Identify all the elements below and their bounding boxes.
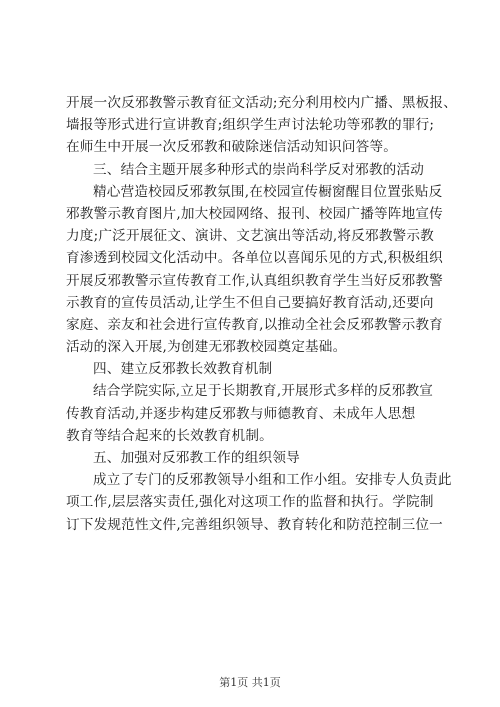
text-line: 开展反邪教警示宣传教育工作,认真组织教育学生当好反邪教警 — [66, 272, 443, 289]
page-footer: 第1页 共1页 — [219, 676, 281, 689]
text-line: 家庭、亲友和社会进行宣传教育,以推动全社会反邪教警示教育 — [66, 316, 443, 333]
text-line: 力度;广泛开展征文、演讲、文艺演出等活动,将反邪教警示教 — [66, 228, 434, 245]
body-text — [66, 92, 458, 536]
text-line: 邪教警示教育图片,加大校园网络、报刊、校园广播等阵地宣传 — [66, 205, 443, 222]
text-line: 精心营造校园反邪教氛围,在校园宣传橱窗醒目位置张贴反 — [93, 183, 443, 200]
section-heading: 三、结合主题开展多种形式的崇尚科学反对邪教的活动 — [93, 161, 425, 178]
text-line: 开展一次反邪教警示教育征文活动;充分利用校内广播、黑板报、 — [66, 95, 458, 111]
text-line: 活动的深入开展,为创建无邪教校园奠定基础。 — [66, 339, 347, 356]
section-heading: 五、加强对反邪教工作的组织领导 — [93, 450, 300, 466]
text-line: 订下发规范性文件,完善组织领导、教育转化和防范控制三位一 — [66, 516, 443, 533]
section-heading: 四、建立反邪教长效教育机制 — [93, 361, 273, 378]
text-line: 示教育的宣传员活动,让学生不但自己要搞好教育活动,还要向 — [66, 294, 434, 311]
text-line: 墙报等形式进行宣讲教育;组织学生声讨法轮功等邪教的罪行; — [66, 117, 435, 134]
text-line: 教育等结合起来的长效教育机制。 — [66, 427, 273, 444]
text-line: 传教育活动,并逐步构建反邪教与师德教育、未成年人思想 — [66, 405, 416, 422]
text-line: 育渗透到校园文化活动中。各单位以喜闻乐见的方式,积极组织 — [66, 250, 443, 267]
text-line: 成立了专门的反邪教领导小组和工作小组。安排专人负责此 — [93, 472, 452, 489]
text-line: 在师生中开展一次反邪教和破除迷信活动知识问答等。 — [66, 139, 398, 156]
text-line: 项工作,层层落实责任,强化对这项工作的监督和执行。学院制 — [66, 494, 434, 511]
text-line: 结合学院实际,立足于长期教育,开展形式多样的反邪教宣 — [93, 383, 434, 400]
